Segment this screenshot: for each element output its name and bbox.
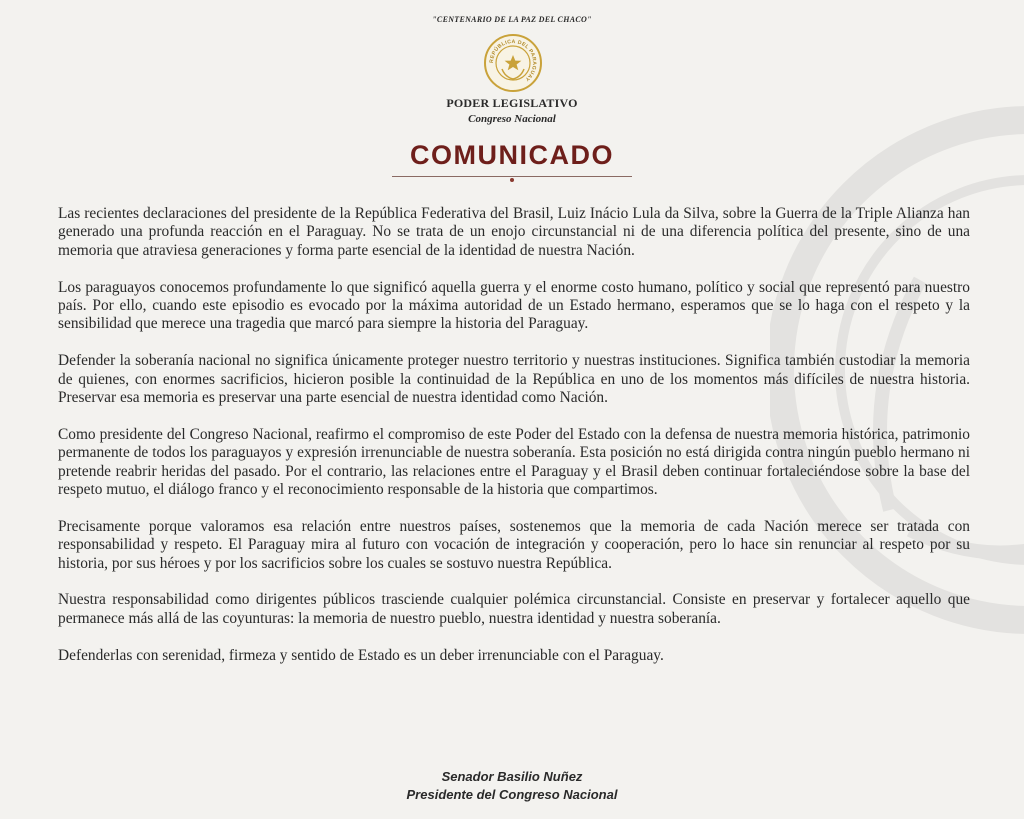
body-paragraph: Las recientes declaraciones del presidente de la República Federativa del Brasil, Luiz Inácio Lula da Silva, sobre la Guerra de la Triple Alianza han generado una profunda reacción en el Paraguay. No se trata de un enojo circunstancial ni de una diferencia política del presente, sino de una memoria que atraviesa generaciones y forma parte esencial de la identidad de nuestra Nación. [58,205,970,259]
body-paragraph: Defender la soberanía nacional no significa únicamente proteger nuestro territorio y nuestras instituciones. Significa también custodiar la memoria de quienes, con enormes sacrificios, hicieron posible la continuidad de la República en uno de los momentos más difíciles de nuestra historia. Preservar esa memoria es preservar una parte esencial de nuestra identidad como Nación. [58,352,970,407]
seal-text: REPÚBLICA DEL PARAGUAY [488,38,538,83]
signatory-name: Senador Basilio Nuñez [441,769,583,784]
title-divider [392,176,632,177]
body-paragraph: Precisamente porque valoramos esa relación entre nuestros países, sostenemos que la memoria de cada Nación merece ser tratada con responsabilidad y respeto. El Paraguay mira al futuro con vocación de integración y cooperación, pero lo hace sin renunciar al respeto por su historia, por sus héroes y por los sacrificios sobre los cuales se sostuvo nuestra República. [58,517,970,572]
body-paragraph: Defenderlas con serenidad, firmeza y sentido de Estado es un deber irrenunciable con el Paraguay. [58,646,664,664]
body-paragraph: Como presidente del Congreso Nacional, reafirmo el compromiso de este Poder del Estado con la defensa de nuestra memoria histórica, patrimonio permanente de todos los paraguayos y expresión irrenunciable de nuestra soberanía. Esta posición no está dirigida contra ningún pueblo hermano ni pretende reabrir heridas del pasado. Por el contrario, las relaciones entre el Paraguay y el Brasil deben continuar fortaleciéndose sobre la base del respeto mutuo, el diálogo franco y el reconocimiento responsable de la historia que compartimos. [58,425,970,499]
header-motto: "CENTENARIO DE LA PAZ DEL CHACO" [432,15,592,24]
body-paragraph: Los paraguayos conocemos profundamente lo que significó aquella guerra y el enorme costo humano, político y social que representó para nuestro país. Por ello, cuando este episodio es evocado por la máxima autoridad de un Estado hermano, esperamos que se lo haga con el respeto y la sensibilidad que merece una tragedia que marcó para siempre la historia del Paraguay. [58,278,970,333]
document-title: COMUNICADO [410,140,614,170]
title-divider-dot [510,178,514,182]
body-paragraph: Nuestra responsabilidad como dirigentes públicos trasciende cualquier polémica circunstancial. Consiste en preservar y fortalecer aquello que permanece más allá de las coyunturas: la memoria de nuestro pueblo, nuestra identidad y nuestra soberanía. [58,591,970,627]
signatory-role: Presidente del Congreso Nacional [406,787,618,802]
organization-subtitle: Congreso Nacional [468,113,556,125]
communique-body [58,205,970,683]
organization-name: PODER LEGISLATIVO [446,96,578,110]
signature-block [0,768,1024,804]
national-seal-icon [483,33,543,93]
